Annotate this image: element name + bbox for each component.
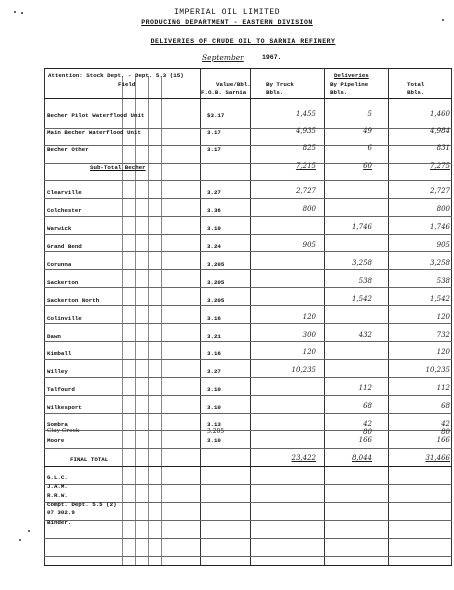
final-total-pipeline: 8,044 <box>351 454 372 462</box>
row-value: 3.27 <box>207 368 221 375</box>
pipeline-heading: By Pipeline <box>330 81 369 88</box>
distribution-item: R.R.W. <box>47 492 68 499</box>
row-pipeline: 49 <box>363 127 372 135</box>
subtotal-label: Sub-Total Becher <box>90 164 146 171</box>
row-total: 120 <box>436 313 450 321</box>
division-name: PRODUCING DEPARTMENT - EASTERN DIVISION <box>141 19 313 26</box>
row-value: 3.205 <box>207 279 225 286</box>
row-total: 905 <box>436 241 450 249</box>
row-value: 3.10 <box>207 225 221 232</box>
deliveries-heading: Deliveries <box>334 72 369 79</box>
report-title: DELIVERIES OF CRUDE OIL TO SARNIA REFINERY <box>150 38 336 45</box>
row-field: Willey <box>47 368 68 375</box>
row-field: Main Becher Waterflood Unit <box>47 129 141 136</box>
distribution-item: Compt. Dept. 5.5 (2) <box>47 501 117 508</box>
row-field: Corunna <box>47 261 72 268</box>
row-field: Dawn <box>47 333 61 340</box>
row-total: 831 <box>436 144 450 152</box>
row-pipeline: 5 <box>367 110 372 118</box>
row-truck: 1,455 <box>295 110 316 118</box>
row-truck: 4,935 <box>295 127 316 135</box>
row-total: 538 <box>436 277 450 285</box>
row-value: 3.36 <box>207 207 221 214</box>
row-total: 800 <box>436 205 450 213</box>
subtotal-truck: 7,215 <box>295 162 316 170</box>
row-value: 3.10 <box>207 386 221 393</box>
row-total: 120 <box>436 348 450 356</box>
row-total: 1,542 <box>429 295 450 303</box>
scan-speck <box>14 11 16 13</box>
row-value: 3.16 <box>207 315 221 322</box>
row-field: Wilkesport <box>47 404 82 411</box>
row-total: 1,460 <box>429 110 450 118</box>
row-field: Sackerton <box>47 279 79 286</box>
row-truck: 120 <box>302 348 316 356</box>
row-total: 4,984 <box>429 127 450 135</box>
truck-heading-sub: Bbls. <box>266 89 284 96</box>
combined-total: 166 <box>436 436 450 444</box>
row-pipeline: 1,746 <box>351 223 372 231</box>
combined-pipeline: 80 <box>363 428 372 436</box>
field-heading: Field <box>118 81 136 88</box>
row-total: 10,235 <box>425 366 450 374</box>
combined-pipeline: 166 <box>358 436 372 444</box>
combined-value: 3.10 <box>207 437 221 444</box>
row-value: $3.17 <box>207 112 225 119</box>
row-field: Kimball <box>47 350 72 357</box>
row-value: 3.27 <box>207 189 221 196</box>
row-total: 732 <box>436 331 450 339</box>
row-pipeline: 112 <box>358 384 372 392</box>
row-field: Talfourd <box>47 386 75 393</box>
row-field: Colchester <box>47 207 82 214</box>
row-total: 3,258 <box>429 259 450 267</box>
row-total: 112 <box>436 384 450 392</box>
subtotal-pipeline: 60 <box>363 162 372 170</box>
scan-speck <box>442 19 444 21</box>
row-value: 3.24 <box>207 243 221 250</box>
scan-speck <box>19 539 21 541</box>
truck-heading: By Truck <box>266 81 294 88</box>
row-truck: 300 <box>302 331 316 339</box>
total-heading: Total <box>407 81 425 88</box>
row-value: 3.205 <box>207 297 225 304</box>
final-total-truck: 23,422 <box>291 454 316 462</box>
row-truck: 800 <box>302 205 316 213</box>
report-month: September <box>202 53 244 62</box>
distribution-item: G.L.C. <box>47 474 68 481</box>
row-value: 3.17 <box>207 129 221 136</box>
row-value: 3.205 <box>207 261 225 268</box>
row-field: Sackerton North <box>47 297 100 304</box>
row-field: Becher Other <box>47 146 89 153</box>
value-heading-sub: F.O.B. Sarnia <box>201 89 247 96</box>
distribution-item: Binder. <box>47 519 72 526</box>
row-field: Colinville <box>47 315 82 322</box>
attention-line: Attention: Stock Dept. - Dept. 5.3 (15) <box>48 72 184 79</box>
row-value: 3.17 <box>207 146 221 153</box>
value-heading: Value/Bbl. <box>216 81 251 88</box>
final-total-label: FINAL TOTAL <box>70 456 109 463</box>
row-pipeline: 3,258 <box>351 259 372 267</box>
row-value: 3.10 <box>207 404 221 411</box>
row-field: Becher Pilot Waterflood Unit <box>47 112 145 119</box>
report-year: 1967. <box>262 54 282 61</box>
row-value: 3.21 <box>207 333 221 340</box>
row-pipeline: 6 <box>367 144 372 152</box>
combined-total: 42 <box>441 420 450 428</box>
combined-total: 80 <box>441 428 450 436</box>
combined-field: Sombra <box>47 421 68 428</box>
row-total: 68 <box>441 402 450 410</box>
row-field: Grand Bend <box>47 243 82 250</box>
company-name: IMPERIAL OIL LIMITED <box>173 8 280 17</box>
row-truck: 905 <box>302 241 316 249</box>
scan-speck <box>21 12 23 14</box>
combined-field: Moore <box>47 437 65 444</box>
subtotal-total: 7,275 <box>429 162 450 170</box>
scan-speck <box>28 530 30 532</box>
pipeline-heading-sub: Bbls. <box>330 89 348 96</box>
row-total: 2,727 <box>429 187 450 195</box>
distribution-item: 07 302.9 <box>47 509 75 516</box>
row-value: 3.16 <box>207 350 221 357</box>
combined-field: Clay Creek <box>47 428 80 434</box>
row-total: 1,746 <box>429 223 450 231</box>
row-truck: 10,235 <box>291 366 316 374</box>
combined-value: 3.205 <box>207 428 225 435</box>
combined-value: 3.13 <box>207 421 221 428</box>
row-pipeline: 1,542 <box>351 295 372 303</box>
row-truck: 825 <box>302 144 316 152</box>
total-heading-sub: Bbls. <box>407 89 425 96</box>
row-truck: 2,727 <box>295 187 316 195</box>
row-field: Clearville <box>47 189 82 196</box>
row-pipeline: 538 <box>358 277 372 285</box>
row-field: Warwick <box>47 225 72 232</box>
row-truck: 120 <box>302 313 316 321</box>
final-total-total: 31,466 <box>425 454 450 462</box>
combined-pipeline: 42 <box>363 420 372 428</box>
row-pipeline: 68 <box>363 402 372 410</box>
distribution-item: J.A.M. <box>47 483 68 490</box>
row-pipeline: 432 <box>358 331 372 339</box>
